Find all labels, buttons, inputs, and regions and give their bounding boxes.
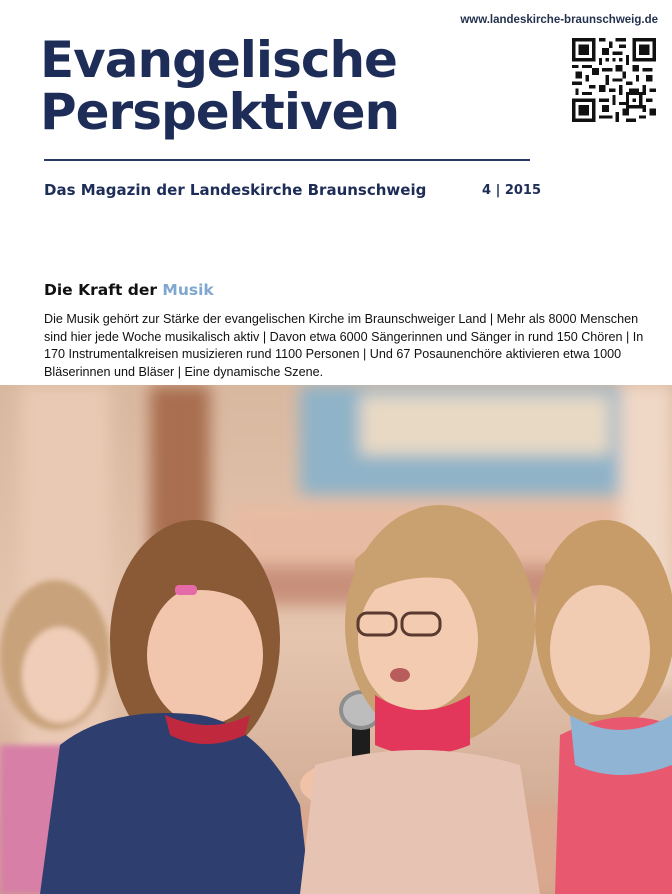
qr-code-icon [572,38,656,122]
magazine-title [40,31,400,141]
headline-accent: Musik [162,281,214,299]
website-url[interactable]: www.landeskirche-braunschweig.de [460,14,658,26]
cover-photo [0,385,672,894]
issue-number: 4 | 2015 [482,183,542,198]
headline-prefix: Die Kraft der [44,281,158,299]
cover-photo-illustration [0,385,672,894]
feature-lead-text: Die Musik gehört zur Stärke der evangelischen Kirche im Braunschweiger Land | Mehr als 8000 Menschen sind hier jede Woche musikalisch aktiv | Davon etwa 6000 Sängerinnen und Sänger in rund 150 Chören | In 170 Instrumentalkreisen musizieren rund 1100 Personen | Und 67 Posaunenchöre aktivieren etwa 1000 Bläserinnen und Bläser | Eine dynamische Szene. [44,312,644,379]
title-divider [44,159,530,161]
feature-headline [44,281,214,299]
magazine-subtitle: Das Magazin der Landeskirche Braunschweig [44,181,427,199]
title-line-2: Perspektiven [40,83,400,141]
title-line-1: Evangelische [40,31,397,89]
